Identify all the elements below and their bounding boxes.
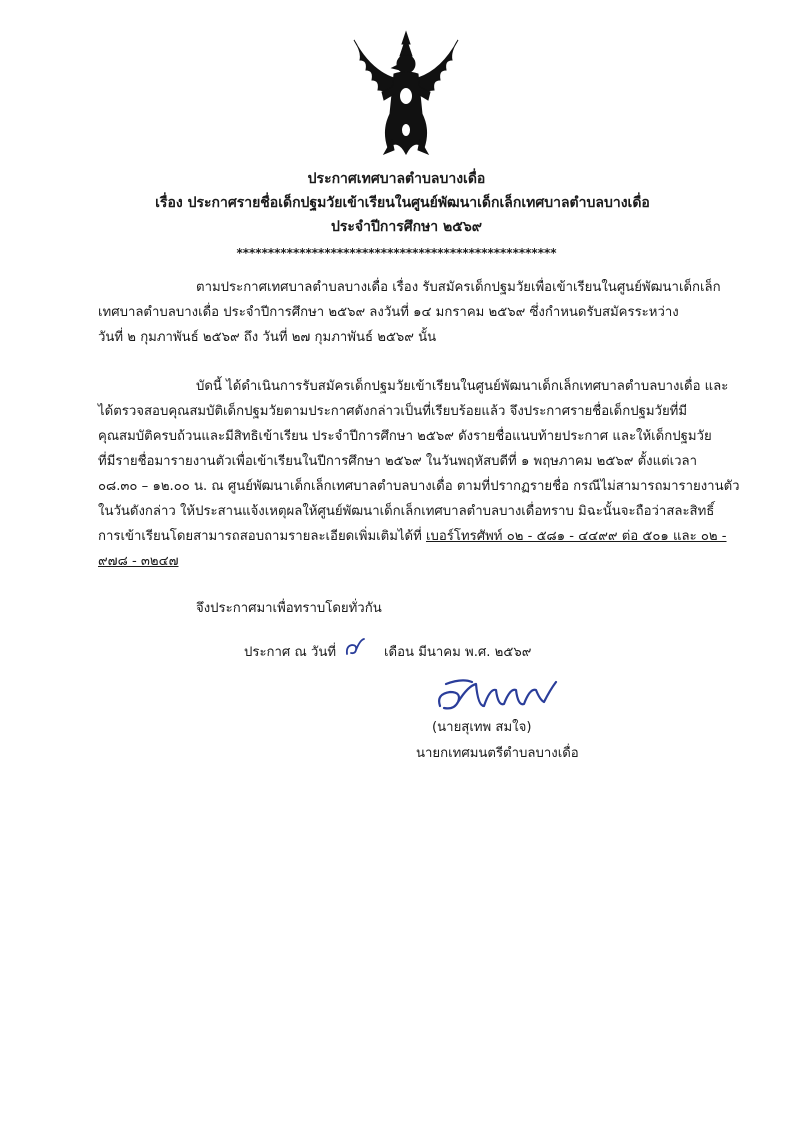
p2-line-3: คุณสมบัติครบถ้วนและมีสิทธิเข้าเรียน ประจำปีการศึกษา ๒๕๖๙ ดังรายชื่อแนบท้ายประกาศ และให้เด็กปฐมวัย [98,429,712,444]
p2-line-5: ๐๘.๓๐ – ๑๒.๐๐ น. ณ ศูนย์พัฒนาเด็กเล็กเทศบาลตำบลบางเดื่อ ตามที่ปรากฏรายชื่อ กรณีไม่สามารถมารายงานตัว [98,479,740,494]
separator-line: *************************************************** [236,246,557,260]
subject-title: เรื่อง ประกาศรายชื่อเด็กปฐมวัยเข้าเรียนในศูนย์พัฒนาเด็กเล็กเทศบาลตำบลบางเดื่อ [155,195,650,211]
phone-contact-part2: ๙๗๘ - ๓๒๔๗ [98,554,179,569]
p1-line-2: เทศบาลตำบลบางเดื่อ ประจำปีการศึกษา ๒๕๖๙ ลงวันที่ ๑๔ มกราคม ๒๕๖๙ ซึ่งกำหนดรับสมัครระหว่าง [98,305,679,320]
p2-line-7-text: การเข้าเรียนโดยสามารถสอบถามรายละเอียดเพิ่มเติมได้ที่ [98,529,422,544]
handwritten-signature-icon [432,676,564,716]
garuda-emblem-icon [348,30,464,162]
p1-line-1: ตามประกาศเทศบาลตำบลบางเดื่อ เรื่อง รับสมัครเด็กปฐมวัยเพื่อเข้าเรียนในศูนย์พัฒนาเด็กเล็ก [196,280,721,295]
signer-name: (นายสุเทพ สมใจ) [432,720,532,735]
phone-contact-part1: เบอร์โทรศัพท์ ๐๒ - ๕๘๑ - ๔๔๙๙ ต่อ ๕๐๑ และ ๐๒ - [426,529,727,544]
academic-year-title: ประจำปีการศึกษา ๒๕๖๙ [330,219,483,235]
date-suffix: เดือน มีนาคม พ.ศ. ๒๕๖๙ [384,645,532,660]
handwritten-day-icon [344,636,366,660]
signer-position: นายกเทศมนตรีตำบลบางเดื่อ [416,746,579,761]
p2-line-2: ได้ตรวจสอบคุณสมบัติเด็กปฐมวัยตามประกาศดังกล่าวเป็นที่เรียบร้อยแล้ว จึงประกาศรายชื่อเด็กปฐมวัยที่มี [98,404,688,419]
p2-line-4: ที่มีรายชื่อมารายงานตัวเพื่อเข้าเรียนในปีการศึกษา ๒๕๖๙ ในวันพฤหัสบดีที่ ๑ พฤษภาคม ๒๕๖๙ ตั้งแต่เวลา [98,454,698,469]
org-title: ประกาศเทศบาลตำบลบางเดื่อ [307,171,486,187]
p2-line-6: ในวันดังกล่าว ให้ประสานแจ้งเหตุผลให้ศูนย์พัฒนาเด็กเล็กเทศบาลตำบลบางเดื่อทราบ มิฉะนั้นจะถือว่าสละสิทธิ์ [98,504,715,519]
p1-line-3: วันที่ ๒ กุมภาพันธ์ ๒๕๖๙ ถึง วันที่ ๒๗ กุมภาพันธ์ ๒๕๖๙ นั้น [98,330,437,345]
date-prefix: ประกาศ ณ วันที่ [244,645,337,660]
p2-line-7 [98,525,727,546]
closing-statement: จึงประกาศมาเพื่อทราบโดยทั่วกัน [196,601,382,616]
p2-line-1: บัดนี้ ได้ดำเนินการรับสมัครเด็กปฐมวัยเข้าเรียนในศูนย์พัฒนาเด็กเล็กเทศบาลตำบลบางเดื่อ และ [196,379,729,394]
